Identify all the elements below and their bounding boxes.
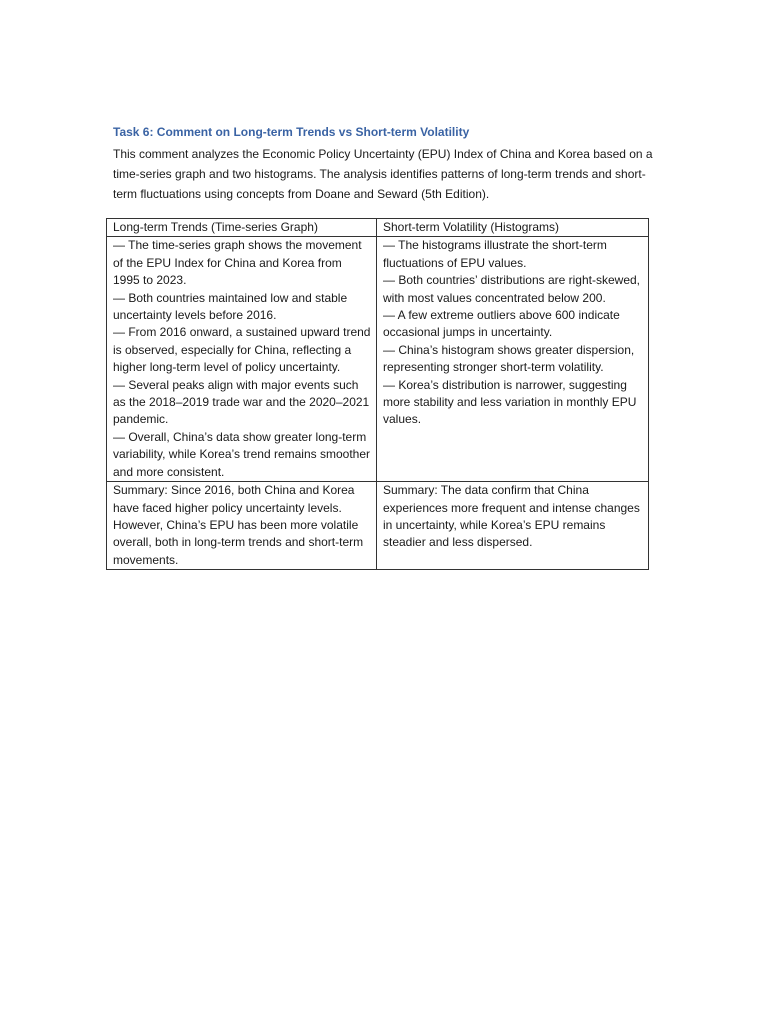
table-header-row [107,219,649,237]
intro-paragraph: This comment analyzes the Economic Policy Uncertainty (EPU) Index of China and Korea based on a time-series graph and two histograms. The analysis identifies patterns of long-term trends and short-term fluctuations using concepts from Doane and Seward (5th Edition). [113,147,653,201]
summary-left-cell: Summary: Since 2016, both China and Korea have faced higher policy uncertainty levels. However, China’s EPU has been more volatile overall, both in long-term trends and short-term movements. [107,482,377,570]
short-term-point: — Korea’s distribution is narrower, suggesting more stability and less variation in monthly EPU values. [383,377,637,427]
long-term-point: — Several peaks align with major events such as the 2018–2019 trade war and the 2020–2021 pandemic. [113,377,370,427]
long-term-point: — Both countries maintained low and stable uncertainty levels before 2016. [113,290,348,323]
short-term-point: — China’s histogram shows greater dispersion, representing stronger short-term volatility. [383,342,635,375]
summary-right-cell: Summary: The data confirm that China experiences more frequent and intense changes in uncertainty, while Korea’s EPU remains steadier and less dispersed. [377,482,649,570]
long-term-point: — From 2016 onward, a sustained upward trend is observed, especially for China, reflecting a higher long-term level of policy uncertainty. [113,325,371,375]
short-term-point: — The histograms illustrate the short-term fluctuations of EPU values. [383,238,607,270]
summary-row [107,482,649,570]
long-term-point: — Overall, China’s data show greater long-term variability, while Korea’s trend remains smoother and more consistent. [113,429,370,479]
long-term-cell [107,237,377,482]
short-term-cell [377,237,649,482]
task-heading: Task 6: Comment on Long-term Trends vs Short-term Volatility [113,125,470,139]
header-short-term: Short-term Volatility (Histograms) [377,219,649,237]
document-page [113,124,653,570]
comparison-table [106,218,649,570]
table-row [107,237,649,482]
short-term-point: — A few extreme outliers above 600 indicate occasional jumps in uncertainty. [383,308,620,340]
short-term-point: — Both countries’ distributions are right-skewed, with most values concentrated below 200. [383,273,641,305]
long-term-point: — The time-series graph shows the movement of the EPU Index for China and Korea from 1995 to 2023. [113,238,362,288]
header-long-term: Long-term Trends (Time-series Graph) [107,219,377,237]
